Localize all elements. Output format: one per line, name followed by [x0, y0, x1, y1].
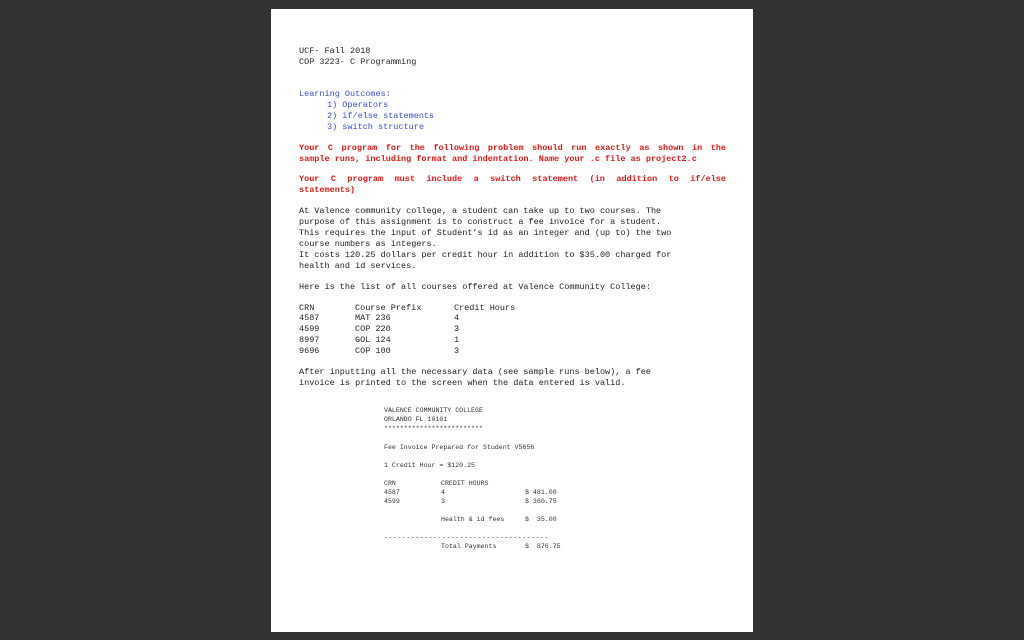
invoice-college: VALENCE COMMUNITY COLLEGE: [384, 407, 483, 414]
invoice-cell: 4: [441, 489, 445, 496]
invoice-divider: -------------------------------------: [384, 534, 549, 541]
course-term: UCF- Fall 2018: [299, 46, 371, 56]
invoice-cell: 4599: [384, 498, 400, 505]
description-line: This requires the input of Student’s id as an integer and (up to) the two: [299, 228, 672, 238]
after-line: invoice is printed to the screen when the data entered is valid.: [299, 378, 626, 388]
courses-intro: Here is the list of all courses offered at Valence Community College:: [299, 282, 651, 292]
description-line: course numbers as integers.: [299, 239, 437, 249]
table-header-hours: Credit Hours: [454, 303, 516, 313]
table-cell: 4599: [299, 324, 320, 334]
invoice-prepared: Fee Invoice Prepared for Student V5656: [384, 444, 535, 451]
table-cell: 9696: [299, 346, 320, 356]
invoice-cell: $ 481.00: [525, 489, 557, 496]
invoice-col-crn: CRN: [384, 480, 396, 487]
description-line: At Valence community college, a student can take up to two courses. The: [299, 206, 662, 216]
table-cell: COP 100: [355, 346, 391, 356]
instruction-line: sample runs, including format and indentation. Name your .c file as project2.c: [299, 154, 697, 164]
table-cell: GOL 124: [355, 335, 391, 345]
outcome-item: 2) if/else statements: [327, 111, 435, 121]
table-cell: 8997: [299, 335, 320, 345]
invoice-fees-label: Health & id fees: [441, 516, 505, 523]
description-line: health and id services.: [299, 261, 417, 271]
invoice-cell: 4587: [384, 489, 400, 496]
invoice-cell: 3: [441, 498, 445, 505]
table-header-crn: CRN: [299, 303, 315, 313]
invoice-total-amount: $ 876.75: [525, 543, 561, 550]
outcome-item: 3) switch structure: [327, 122, 424, 132]
invoice-city: ORLANDO FL 10101: [384, 416, 448, 423]
table-cell: 4: [454, 313, 460, 323]
invoice-total-label: Total Payments: [441, 543, 497, 550]
instruction-line: statements): [299, 185, 356, 195]
course-title: COP 3223- C Programming: [299, 57, 417, 67]
invoice-rate: 1 Credit Hour = $120.25: [384, 462, 476, 469]
after-line: After inputting all the necessary data (see sample runs below), a fee: [299, 367, 651, 377]
invoice-stars: *************************: [384, 425, 483, 432]
invoice-fees-amount: $ 35.00: [525, 516, 557, 523]
instruction-line: Your C program for the following problem should run exactly as shown in the: [299, 143, 726, 153]
table-cell: 3: [454, 346, 460, 356]
description-line: purpose of this assignment is to construct a fee invoice for a student.: [299, 217, 662, 227]
document-page: [271, 9, 753, 632]
outcome-item: 1) Operators: [327, 100, 389, 110]
table-cell: 1: [454, 335, 460, 345]
table-cell: 4587: [299, 313, 320, 323]
table-cell: COP 220: [355, 324, 391, 334]
table-cell: 3: [454, 324, 460, 334]
description-line: It costs 120.25 dollars per credit hour in addition to $35.00 charged for: [299, 250, 672, 260]
table-header-prefix: Course Prefix: [355, 303, 422, 313]
invoice-cell: $ 360.75: [525, 498, 557, 505]
instruction-line: Your C program must include a switch statement (in addition to if/else: [299, 174, 726, 184]
outcomes-title: Learning Outcomes:: [299, 89, 391, 99]
invoice-col-hours: CREDIT HOURS: [441, 480, 489, 487]
table-cell: MAT 236: [355, 313, 391, 323]
